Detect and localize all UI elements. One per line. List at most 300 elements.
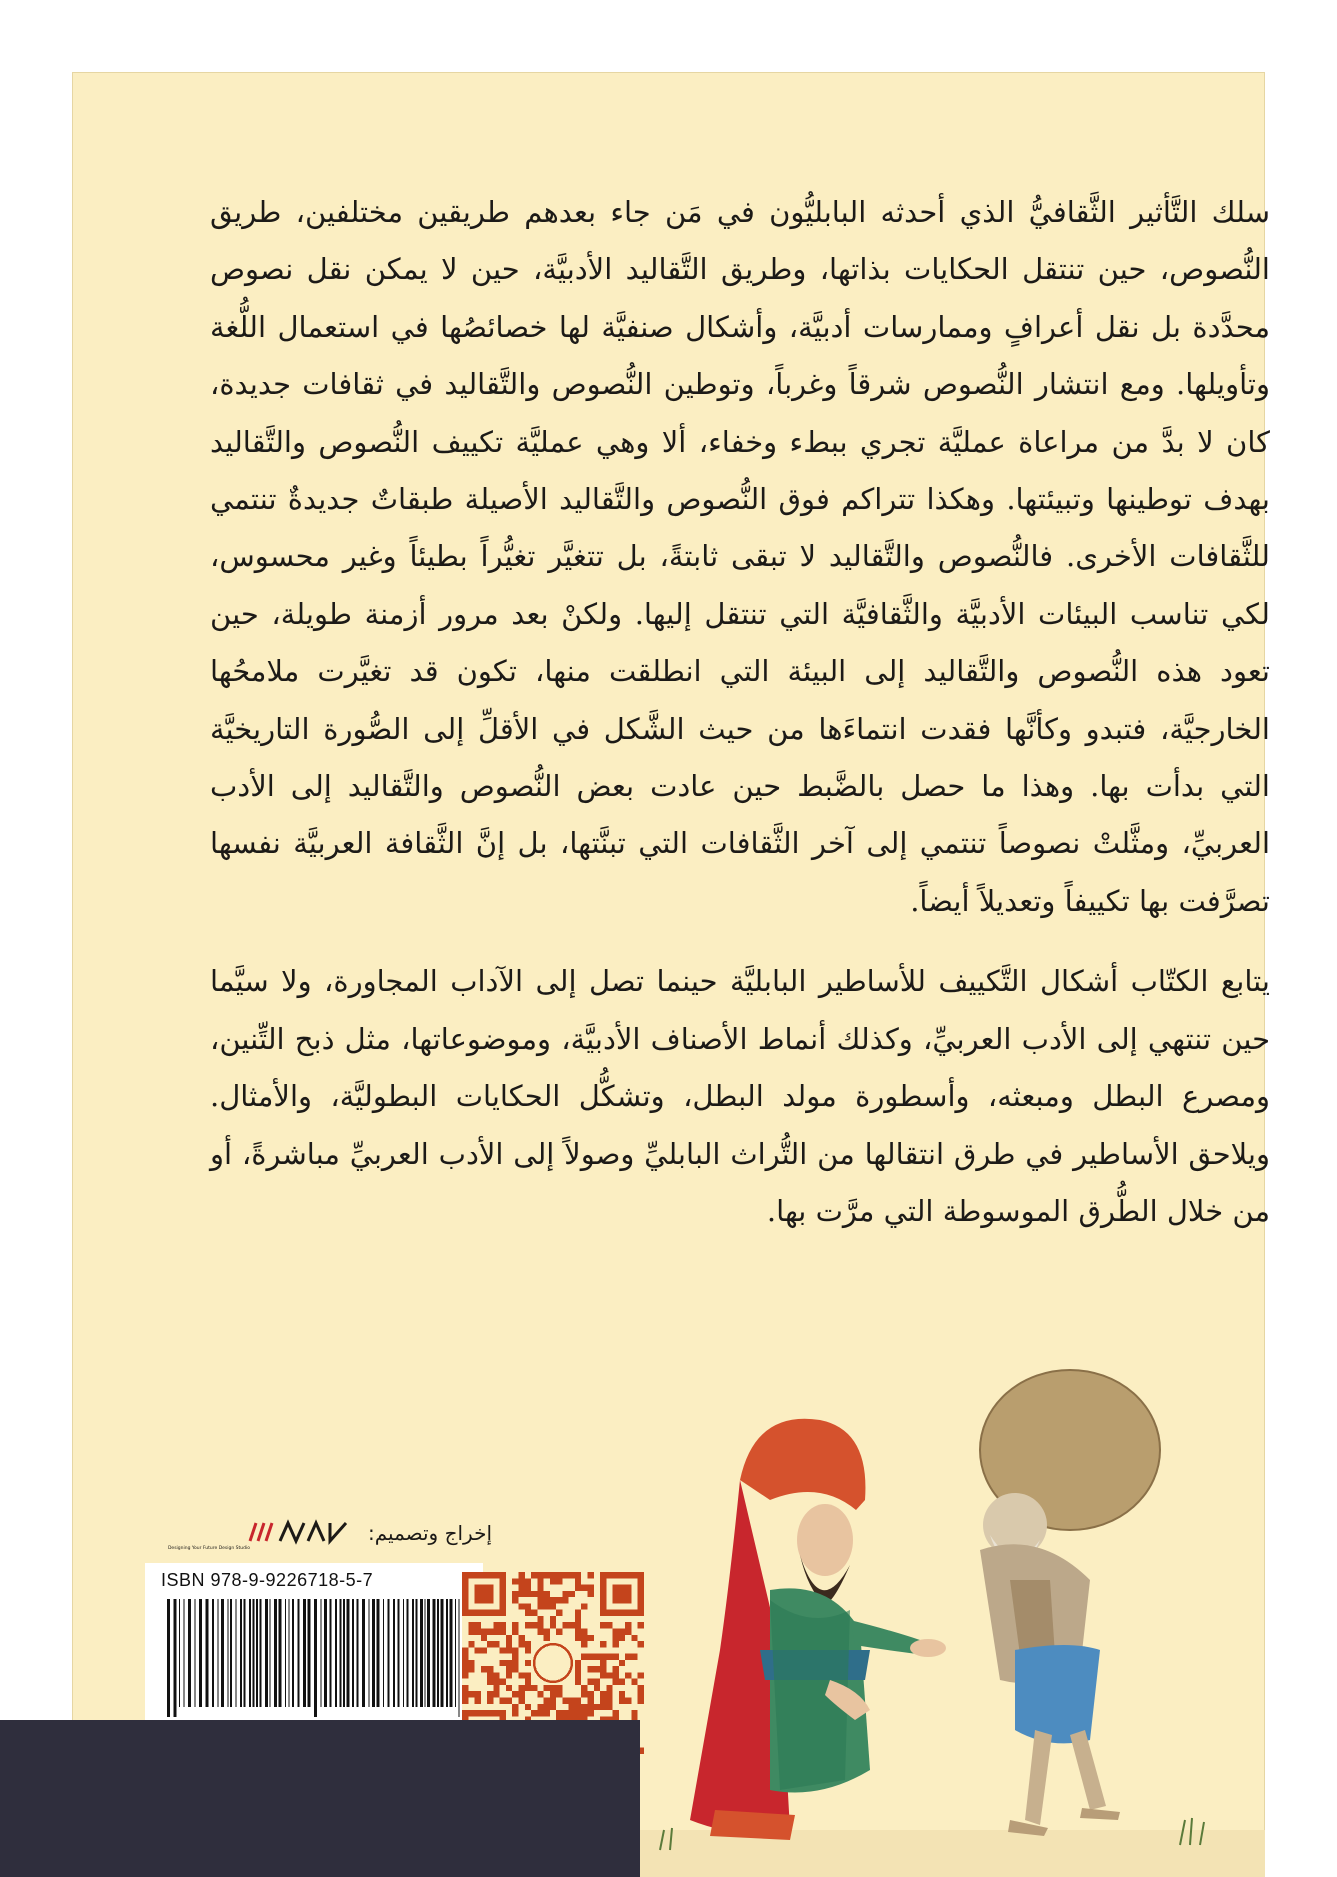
qr-module [462,1654,468,1660]
barcode-bar [265,1599,268,1707]
qr-module [562,1591,568,1597]
barcode-bar [335,1599,337,1707]
qr-module [481,1597,487,1603]
qr-module [544,1685,550,1691]
qr-module [531,1710,537,1716]
qr-module [550,1622,556,1628]
qr-module [600,1591,606,1597]
blurb-paragraph-2: يتابع الكتّاب أشكال التَّكييف للأساطير البابليَّة حينما تصل إلى الآداب المجاورة، ولا سيَّما حين تنتهي إلى الأدب العربيِّ، وكذلك أنماط الأصناف الأدبيَّة، وموضوعاتها، مثل ذبح التِّنين، ومصرع البطل ومبعثه، وأسطورة مولد البطل، وتشكُّل الحكايات البطوليَّة، والأمثال. ويلاحق الأساطير في طرق انتقالها من التُّراث البابليِّ وصولاً إلى الأدب العربيِّ مباشرةً، أو من خلال الطُّرق الموسوطة التي مرَّت بها. [210,964,1270,1228]
qr-module [537,1622,543,1628]
qr-module [487,1591,493,1597]
qr-module [493,1679,499,1685]
blurb-paragraph-1: سلك التَّأثير الثَّقافيُّ الذي أحدثه البابليُّون في مَن جاء بعدهم طريقين مختلفين، طريق النُّصوص، حين تنتقل الحكايات بذاتها، وطريق التَّقاليد الأدبيَّة، حين لا يمكن نقل نصوص محدَّدة بل نقل أعرافٍ وممارسات أدبيَّة، وأشكال صنفيَّة لها خصائصُها في استعمال اللُّغة وتأويلها. ومع انتشار النُّصوص شرقاً وغرباً، وتوطين النُّصوص والتَّقاليد في ثقافات جديدة، كان لا بدَّ من مراعاة عمليَّة تجري ببطء وخفاء، ألا وهي عمليَّة تكييف النُّصوص والتَّقاليد بهدف توطينها وتبيئتها. وهكذا تتراكم فوق النُّصوص والتَّقاليد الأصيلة طبقاتٌ جديدةٌ تنتمي للثَّقافات الأخرى. فالنُّصوص والتَّقاليد لا تبقى ثابتةً، بل تتغيَّر تغيُّراً بطيئاً وغير محسوس، لكي تناسب البيئات الأدبيَّة والثَّقافيَّة التي تنتقل إليها. ولكنْ بعد مرور أزمنة طويلة، حين تعود هذه النُّصوص والتَّقاليد إلى البيئة التي انطلقت منها، تكون قد تغيَّرت ملامحُها الخارجيَّة، فتبدو وكأنَّها فقدت انتماءَها من حيث الشَّكل في الأقلِّ إلى الصُّورة التاريخيَّة التي بدأت بها. وهذا ما حصل بالضَّبط حين عادت بعض النُّصوص والتَّقاليد إلى الأدب العربيِّ، ومثَّلتْ نصوصاً تنتمي إلى آخر الثَّقافات التي تبنَّتها، بل إنَّ الثَّقافة العربيَّة نفسها تصرَّفت بها تكييفاً وتعديلاً أيضاً. [210,195,1271,918]
studio-logo-caption: Designing Your Future Design Studio [167,1546,250,1551]
qr-module [462,1572,468,1578]
qr-module [600,1691,606,1697]
barcode-bar [298,1599,300,1707]
qr-module [588,1591,594,1597]
qr-module [475,1591,481,1597]
qr-module [581,1603,587,1609]
qr-module [600,1704,606,1710]
qr-module [594,1654,600,1660]
qr-module [556,1685,562,1691]
qr-module [588,1572,594,1578]
qr-module [575,1628,581,1634]
qr-module [588,1710,594,1716]
qr-module [525,1685,531,1691]
publisher-logo-icon [534,1644,572,1682]
qr-module [506,1672,512,1678]
barcode-bar [343,1599,345,1707]
qr-module [581,1635,587,1641]
qr-module [481,1635,487,1641]
barcode-bar [352,1599,354,1707]
barcode-bar [270,1599,271,1707]
barcode-bar [289,1599,290,1707]
qr-module [550,1597,556,1603]
qr-module [606,1691,612,1697]
qr-module [594,1679,600,1685]
qr-module [525,1591,531,1597]
qr-module [569,1710,575,1716]
qr-module [462,1578,468,1584]
qr-module [606,1704,612,1710]
qr-module [594,1685,600,1691]
qr-module [462,1685,468,1691]
barcode-bar [357,1599,359,1707]
qr-module [493,1685,499,1691]
barcode-bar [314,1599,317,1717]
barcode-bar [416,1599,418,1707]
qr-module [569,1572,575,1578]
qr-module [613,1679,619,1685]
barcode-bar [212,1599,214,1707]
ground [620,1830,1265,1877]
spine-shadow [0,1720,640,1877]
qr-module [525,1610,531,1616]
barcode-bar [321,1599,322,1707]
qr-module [468,1628,474,1634]
qr-module [462,1698,468,1704]
qr-module [512,1691,518,1697]
qr-module [600,1610,606,1616]
barcode-bar [221,1599,224,1707]
qr-module [600,1597,606,1603]
qr-module [525,1704,531,1710]
qr-module [606,1610,612,1616]
qr-module [606,1622,612,1628]
qr-module [462,1660,468,1666]
qr-module [544,1628,550,1634]
barcode-bar [372,1599,375,1707]
qr-module [537,1628,543,1634]
qr-module [500,1622,506,1628]
barcode-bar [249,1599,251,1707]
barcode-bar [236,1599,237,1707]
qr-module [575,1610,581,1616]
qr-module [493,1691,499,1697]
qr-module [544,1710,550,1716]
qr-module [518,1672,524,1678]
qr-module [462,1610,468,1616]
qr-module [506,1685,512,1691]
qr-module [487,1597,493,1603]
qr-module [588,1666,594,1672]
qr-module [575,1635,581,1641]
barcode-bar [206,1599,209,1707]
qr-module [588,1691,594,1697]
qr-module [468,1691,474,1697]
qr-module [581,1685,587,1691]
qr-module [487,1691,493,1697]
qr-module [500,1603,506,1609]
qr-module [500,1578,506,1584]
qr-module [606,1572,612,1578]
barcode-bar [230,1599,232,1707]
qr-module [550,1691,556,1697]
qr-module [531,1622,537,1628]
qr-module [588,1654,594,1660]
design-credit-label: إخراج وتصميم: [368,1521,492,1545]
qr-module [575,1672,581,1678]
qr-module [500,1660,506,1666]
qr-module [581,1641,587,1647]
qr-module [512,1628,518,1634]
qr-module [613,1635,619,1641]
qr-module [562,1698,568,1704]
qr-module [525,1603,531,1609]
qr-module [475,1597,481,1603]
qr-module [575,1704,581,1710]
qr-module [569,1622,575,1628]
barcode-bar [199,1599,202,1707]
qr-module [462,1647,468,1653]
qr-module [462,1603,468,1609]
qr-module [518,1591,524,1597]
turbaned-figure [690,1419,946,1840]
qr-module [468,1641,474,1647]
qr-module [550,1603,556,1609]
qr-module [575,1578,581,1584]
qr-module [531,1572,537,1578]
qr-module [493,1628,499,1634]
qr-module [531,1591,537,1597]
qr-module [462,1597,468,1603]
qr-module [569,1704,575,1710]
qr-module [600,1666,606,1672]
qr-module [525,1585,531,1591]
qr-module [588,1698,594,1704]
qr-module [606,1698,612,1704]
barcode-bar [459,1599,460,1717]
qr-module [606,1685,612,1691]
studio-logo-icon [167,1515,358,1551]
barcode-bar [244,1599,246,1707]
back-cover [72,72,1271,1877]
qr-module [600,1585,606,1591]
barcode-bar [330,1599,332,1707]
qr-module [462,1710,468,1716]
qr-module [500,1572,506,1578]
qr-module [581,1710,587,1716]
qr-module [550,1698,556,1704]
qr-module [525,1578,531,1584]
qr-module [613,1710,619,1716]
qr-module [544,1591,550,1597]
qr-module [512,1622,518,1628]
qr-module [581,1654,587,1660]
qr-module [581,1628,587,1634]
qr-module [487,1572,493,1578]
qr-module [575,1679,581,1685]
qr-module [493,1622,499,1628]
qr-module [468,1622,474,1628]
qr-module [500,1628,506,1634]
barcode-bar [433,1599,436,1707]
qr-module [544,1603,550,1609]
qr-module [562,1597,568,1603]
qr-module [613,1666,619,1672]
barcode-bar [174,1599,177,1717]
qr-module [506,1647,512,1653]
qr-module [600,1654,606,1660]
qr-module [550,1578,556,1584]
qr-module [500,1597,506,1603]
qr-module [606,1654,612,1660]
qr-module [462,1585,468,1591]
barcode-bar [420,1599,423,1707]
qr-module [512,1704,518,1710]
qr-module [500,1591,506,1597]
qr-module [575,1585,581,1591]
barcode-bar [179,1599,180,1707]
qr-module [475,1691,481,1697]
qr-module [556,1597,562,1603]
qr-module [569,1591,575,1597]
qr-module [487,1679,493,1685]
qr-module [537,1578,543,1584]
barcode-bar [218,1599,219,1707]
qr-module [487,1666,493,1672]
barcode-bar [388,1599,390,1707]
qr-module [581,1691,587,1697]
qr-module [468,1572,474,1578]
qr-module [475,1710,481,1716]
qr-module [462,1591,468,1597]
qr-module [594,1666,600,1672]
qr-module [481,1591,487,1597]
qr-module [544,1698,550,1704]
barcode-bar [256,1599,258,1707]
isbn-label: ISBN 978-9-9226718-5-7 [161,1570,374,1590]
qr-module [575,1616,581,1622]
qr-module [481,1628,487,1634]
qr-module [575,1622,581,1628]
qr-module [550,1685,556,1691]
qr-module [613,1628,619,1634]
barcode-bar [184,1599,185,1707]
qr-module [500,1647,506,1653]
qr-module [575,1710,581,1716]
qr-module [544,1597,550,1603]
qr-module [512,1660,518,1666]
barcode-bar [240,1599,242,1707]
barcode-bar [260,1599,262,1707]
barcode-bar [308,1599,311,1707]
qr-module [550,1704,556,1710]
barcode-bar [279,1599,282,1707]
qr-module [475,1572,481,1578]
barcode-bar [427,1599,430,1707]
qr-module [537,1597,543,1603]
qr-module [525,1647,531,1653]
qr-module [575,1660,581,1666]
qr-module [575,1698,581,1704]
barcode-bar [292,1599,294,1707]
barcode-bar [303,1599,306,1707]
qr-module [500,1710,506,1716]
qr-module [556,1572,562,1578]
qr-module [537,1585,543,1591]
qr-module [600,1572,606,1578]
qr-module [518,1635,524,1641]
qr-module [512,1578,518,1584]
qr-module [556,1710,562,1716]
qr-module [588,1635,594,1641]
qr-module [475,1698,481,1704]
qr-module [613,1597,619,1603]
qr-module [537,1704,543,1710]
qr-module [600,1578,606,1584]
qr-module [518,1641,524,1647]
qr-module [525,1660,531,1666]
stone-bearer-figure [980,1370,1160,1836]
qr-module [544,1572,550,1578]
qr-module [500,1679,506,1685]
qr-module [537,1616,543,1622]
qr-module [562,1572,568,1578]
barcode-bar [455,1599,456,1707]
barcode-icon [155,1599,473,1717]
qr-module [481,1710,487,1716]
qr-module [613,1654,619,1660]
qr-module [556,1628,562,1634]
qr-module [613,1591,619,1597]
qr-module [487,1610,493,1616]
blurb-text [210,184,1270,1240]
barcode-bar [362,1599,365,1707]
qr-module [600,1622,606,1628]
barcode-bar [450,1599,453,1707]
qr-module [600,1698,606,1704]
barcode-bar [407,1599,409,1707]
qr-module [462,1672,468,1678]
qr-module [581,1704,587,1710]
qr-module [525,1672,531,1678]
qr-module [462,1691,468,1697]
barcode-bar [446,1599,448,1707]
barcode-bar [195,1599,196,1707]
qr-module [600,1660,606,1666]
qr-module [569,1698,575,1704]
qr-module [600,1603,606,1609]
qr-module [600,1641,606,1647]
qr-module [537,1603,543,1609]
barcode-bar [228,1599,229,1707]
qr-module [475,1628,481,1634]
qr-module [531,1610,537,1616]
barcode-bar [393,1599,395,1707]
qr-module [518,1698,524,1704]
qr-module [500,1698,506,1704]
qr-module [512,1710,518,1716]
qr-module [493,1610,499,1616]
barcode-bar [253,1599,255,1707]
qr-module [487,1585,493,1591]
barcode-bar [347,1599,350,1707]
qr-module [613,1672,619,1678]
qr-module [475,1647,481,1653]
qr-module [581,1585,587,1591]
qr-module [518,1572,524,1578]
qr-module [525,1641,531,1647]
qr-module [512,1666,518,1672]
barcode-bar [369,1599,370,1707]
barcode-bar [383,1599,384,1707]
barcode-bar [398,1599,400,1707]
qr-module [518,1603,524,1609]
qr-module [506,1635,512,1641]
qr-module [481,1585,487,1591]
qr-module [506,1641,512,1647]
qr-module [531,1685,537,1691]
qr-module [550,1616,556,1622]
qr-module [518,1578,524,1584]
qr-module [468,1710,474,1716]
barcode-bar [274,1599,277,1707]
qr-module [481,1610,487,1616]
qr-module [613,1572,619,1578]
barcode-bar [167,1599,170,1717]
qr-module [506,1666,512,1672]
qr-module [481,1572,487,1578]
qr-module [512,1591,518,1597]
qr-module [544,1635,550,1641]
qr-module [506,1698,512,1704]
barcode-bar [324,1599,327,1707]
qr-module [475,1610,481,1616]
qr-module [481,1666,487,1672]
qr-module [562,1710,568,1716]
qr-module [537,1572,543,1578]
manuscript-illustration [620,1350,1265,1877]
qr-module [588,1679,594,1685]
barcode-bar [340,1599,342,1707]
qr-module [506,1660,512,1666]
qr-module [493,1710,499,1716]
qr-module [493,1641,499,1647]
barcode-bar [285,1599,286,1707]
qr-module [468,1610,474,1616]
qr-module [556,1610,562,1616]
qr-module [487,1698,493,1704]
design-credit [167,1515,492,1551]
qr-module [525,1622,531,1628]
qr-module [487,1672,493,1678]
qr-module [468,1666,474,1672]
barcode-bar [437,1599,439,1707]
qr-module [512,1654,518,1660]
